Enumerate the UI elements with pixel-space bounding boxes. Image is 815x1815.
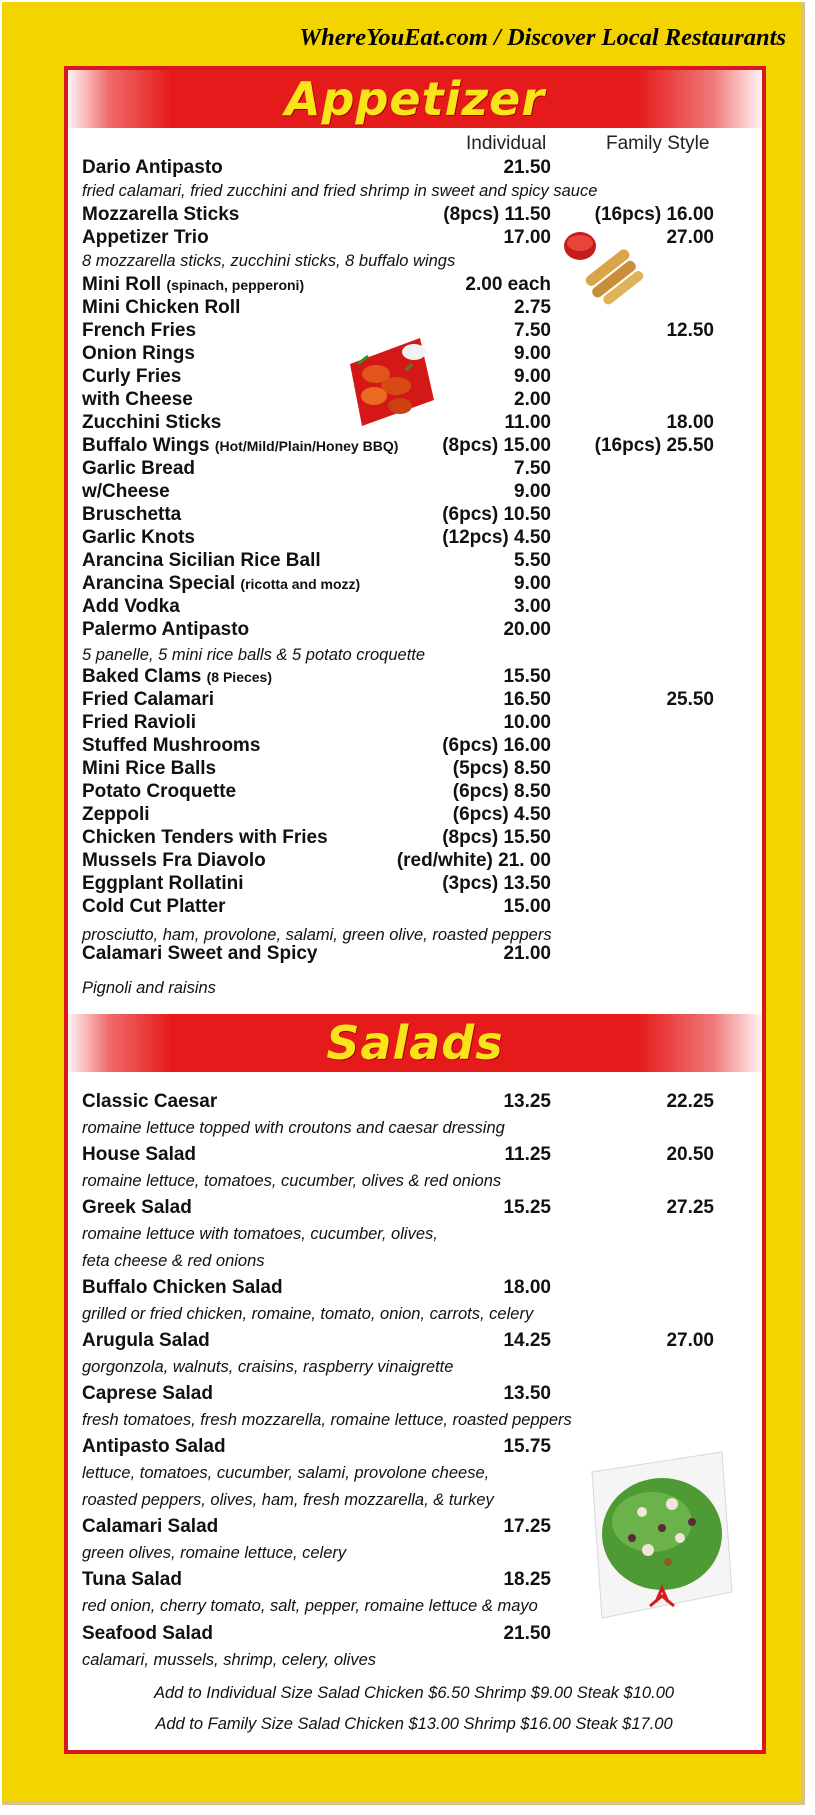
family-price: 27.00 [666, 227, 714, 248]
item-name [82, 804, 150, 826]
item-name-text: Bruschetta [82, 504, 182, 525]
item-name [82, 573, 360, 595]
individual-price: 21.50 [503, 157, 551, 178]
individual-price: (6pcs) 8.50 [452, 781, 551, 802]
item-name-text: Fried Ravioli [82, 712, 197, 733]
item-name-text: Palermo Antipasto [82, 619, 250, 640]
menu-item [82, 573, 742, 595]
individual-price: (3pcs) 13.50 [442, 873, 551, 894]
item-name [82, 157, 223, 179]
salad-description: gorgonzola, walnuts, craisins, raspberry vinaigrette [82, 1358, 454, 1376]
family-price: 25.50 [666, 689, 714, 710]
item-name-text: Arancina Special [82, 573, 236, 594]
individual-price: 20.00 [503, 619, 551, 640]
menu-item [82, 157, 742, 179]
individual-price: 13.25 [503, 1091, 551, 1112]
salad-addon-family: Add to Family Size Salad Chicken $13.00 Shrimp $16.00 Steak $17.00 [155, 1715, 673, 1733]
menu-item [82, 504, 742, 526]
item-name [82, 481, 170, 503]
salad-description: grilled or fried chicken, romaine, tomato, onion, carrots, celery [82, 1305, 534, 1323]
individual-price: (6pcs) 4.50 [452, 804, 551, 825]
menu-item [82, 1277, 742, 1299]
item-name [82, 227, 209, 249]
individual-price: 9.00 [514, 573, 551, 594]
menu-item [82, 781, 742, 803]
item-name [82, 1383, 213, 1405]
individual-price: 7.50 [514, 320, 551, 341]
salad-description: feta cheese & red onions [82, 1252, 265, 1270]
individual-price: 15.00 [503, 896, 551, 917]
item-name [82, 366, 181, 388]
item-name [82, 458, 195, 480]
item-name [82, 827, 328, 849]
family-price: 27.25 [666, 1197, 714, 1218]
item-name [82, 689, 214, 711]
item-name [82, 943, 318, 965]
item-name [82, 873, 244, 895]
menu-item [82, 435, 742, 457]
item-name [82, 1330, 210, 1352]
item-name [82, 1197, 192, 1219]
individual-price: 2.75 [514, 297, 551, 318]
item-name-text: Garlic Knots [82, 527, 195, 548]
item-name-text: Fried Calamari [82, 689, 214, 710]
item-name-text: Classic Caesar [82, 1091, 218, 1112]
individual-price: (red/white) 21. 00 [396, 850, 551, 871]
appetizer-trio-image [562, 228, 644, 308]
item-name [82, 320, 196, 342]
item-name-text: Calamari Sweet and Spicy [82, 943, 318, 964]
individual-price: 18.25 [503, 1569, 551, 1590]
item-name [82, 1144, 196, 1166]
individual-price: 3.00 [514, 596, 551, 617]
menu-item [82, 827, 742, 849]
item-name-text: Zeppoli [82, 804, 150, 825]
item-name-text: Calamari Salad [82, 1516, 219, 1537]
item-name [82, 1277, 283, 1299]
menu-item [82, 1623, 742, 1645]
appetizer-banner [68, 70, 762, 128]
individual-price: 15.50 [503, 666, 551, 687]
salad-description: fresh tomatoes, fresh mozzarella, romaine lettuce, roasted peppers [82, 1411, 572, 1429]
item-name-text: Mini Chicken Roll [82, 297, 241, 318]
item-name [82, 1623, 213, 1645]
menu-item [82, 1383, 742, 1405]
item-name [82, 781, 236, 803]
item-name [82, 850, 266, 872]
menu-item [82, 873, 742, 895]
item-name [82, 735, 260, 757]
item-name [82, 596, 180, 618]
item-name [82, 412, 221, 434]
item-name-text: Arancina Sicilian Rice Ball [82, 550, 321, 571]
item-name-text: Seafood Salad [82, 1623, 213, 1644]
item-name [82, 758, 216, 780]
salad-description: romaine lettuce, tomatoes, cucumber, olives & red onions [82, 1172, 502, 1190]
item-description: 8 mozzarella sticks, zucchini sticks, 8 buffalo wings [82, 252, 456, 270]
menu-item [82, 527, 742, 549]
family-price: 22.25 [666, 1091, 714, 1112]
item-name [82, 666, 272, 688]
salad-description: romaine lettuce topped with croutons and caesar dressing [82, 1119, 505, 1137]
individual-price: 9.00 [514, 343, 551, 364]
menu-item [82, 1330, 742, 1352]
item-description: Pignoli and raisins [82, 979, 216, 997]
menu-item [82, 735, 742, 757]
site-header: WhereYouEat.com / Discover Local Restaurants [299, 24, 786, 51]
item-name [82, 1569, 182, 1591]
family-price: (16pcs) 25.50 [594, 435, 714, 456]
family-price: 27.00 [666, 1330, 714, 1351]
individual-price: 9.00 [514, 481, 551, 502]
menu-item [82, 619, 742, 641]
individual-price: (8pcs) 11.50 [443, 204, 551, 225]
individual-price: 7.50 [514, 458, 551, 479]
item-name-text: Potato Croquette [82, 781, 237, 802]
item-name-text: Mini Roll [82, 274, 162, 295]
item-name [82, 204, 239, 226]
item-name-text: Chicken Tenders with Fries [82, 827, 328, 848]
item-name-text: Buffalo Wings [82, 435, 210, 456]
individual-price: (12pcs) 4.50 [442, 527, 551, 548]
individual-price: 17.00 [503, 227, 551, 248]
column-header-family: Family Style [606, 133, 710, 154]
item-name [82, 274, 304, 296]
item-name [82, 527, 195, 549]
individual-price: 21.00 [503, 943, 551, 964]
item-name-text: French Fries [82, 320, 197, 341]
family-price: (16pcs) 16.00 [594, 204, 714, 225]
item-note: (spinach, pepperoni) [166, 277, 305, 293]
item-name-text: Antipasto Salad [82, 1436, 226, 1457]
item-note: (Hot/Mild/Plain/Honey BBQ) [214, 438, 399, 454]
item-name-text: Appetizer Trio [82, 227, 209, 248]
salads-title: Salads [326, 1016, 504, 1070]
menu-item [82, 596, 742, 618]
item-name [82, 1516, 218, 1538]
item-name-text: with Cheese [82, 389, 193, 410]
salad-addon-individual: Add to Individual Size Salad Chicken $6.50 Shrimp $9.00 Steak $10.00 [153, 1684, 675, 1702]
item-name-text: Mozzarella Sticks [82, 204, 240, 225]
appetizer-title: Appetizer [284, 72, 546, 126]
individual-price: (8pcs) 15.00 [442, 435, 551, 456]
item-name-text: Mussels Fra Diavolo [82, 850, 266, 871]
individual-price: 16.50 [503, 689, 551, 710]
item-name-text: Caprese Salad [82, 1383, 213, 1404]
individual-price: (8pcs) 15.50 [442, 827, 551, 848]
menu-item [82, 666, 742, 688]
individual-price: 10.00 [503, 712, 551, 733]
salad-description: calamari, mussels, shrimp, celery, olives [82, 1651, 377, 1669]
item-name-text: Baked Clams [82, 666, 202, 687]
menu-item [82, 804, 742, 826]
menu-item [82, 1197, 742, 1219]
salad-description: lettuce, tomatoes, cucumber, salami, provolone cheese, [82, 1464, 490, 1482]
item-name [82, 712, 196, 734]
item-name [82, 550, 321, 572]
item-name [82, 504, 181, 526]
individual-price: 2.00 [514, 389, 551, 410]
menu-item [82, 712, 742, 734]
item-name [82, 1436, 226, 1458]
item-note: (8 Pieces) [206, 669, 272, 685]
menu-item [82, 943, 742, 965]
individual-price: 13.50 [503, 1383, 551, 1404]
item-description: 5 panelle, 5 mini rice balls & 5 potato croquette [82, 646, 426, 664]
item-name-text: Garlic Bread [82, 458, 195, 479]
salad-description: red onion, cherry tomato, salt, pepper, romaine lettuce & mayo [82, 1597, 538, 1615]
menu-item [82, 481, 742, 503]
item-name [82, 619, 249, 641]
individual-price: 15.75 [503, 1436, 551, 1457]
menu-item [82, 758, 742, 780]
menu-item [82, 458, 742, 480]
item-name [82, 435, 398, 457]
individual-price: 2.00 each [465, 274, 551, 295]
item-name-text: Cold Cut Platter [82, 896, 226, 917]
item-name-text: Arugula Salad [82, 1330, 210, 1351]
item-name-text: Tuna Salad [82, 1569, 182, 1590]
individual-price: 11.25 [504, 1144, 551, 1165]
individual-price: 18.00 [503, 1277, 551, 1298]
item-name-text: w/Cheese [82, 481, 170, 502]
individual-price: 15.25 [503, 1197, 551, 1218]
menu-item [82, 550, 742, 572]
salad-description: roasted peppers, olives, ham, fresh mozzarella, & turkey [82, 1491, 494, 1509]
item-name [82, 343, 195, 365]
menu-item [82, 1144, 742, 1166]
item-name-text: Add Vodka [82, 596, 180, 617]
item-description: fried calamari, fried zucchini and fried shrimp in sweet and spicy sauce [82, 182, 598, 200]
item-name-text: House Salad [82, 1144, 197, 1165]
individual-price: (5pcs) 8.50 [452, 758, 551, 779]
menu-item [82, 1091, 742, 1113]
item-name-text: Dario Antipasto [82, 157, 223, 178]
individual-price: 14.25 [503, 1330, 551, 1351]
item-name-text: Mini Rice Balls [82, 758, 217, 779]
individual-price: 17.25 [503, 1516, 551, 1537]
item-name-text: Greek Salad [82, 1197, 192, 1218]
salads-banner [68, 1014, 762, 1072]
item-description: prosciutto, ham, provolone, salami, green olive, roasted peppers [82, 926, 552, 944]
item-name-text: Zucchini Sticks [82, 412, 222, 433]
item-name-text: Onion Rings [82, 343, 195, 364]
individual-price: (6pcs) 16.00 [442, 735, 551, 756]
family-price: 12.50 [666, 320, 714, 341]
column-header-individual: Individual [466, 133, 547, 154]
buffalo-wings-image [340, 334, 437, 428]
menu-item [82, 204, 742, 226]
item-name-text: Curly Fries [82, 366, 182, 387]
item-name [82, 1091, 217, 1113]
item-name [82, 896, 226, 918]
item-name [82, 297, 240, 319]
individual-price: (6pcs) 10.50 [442, 504, 551, 525]
individual-price: 21.50 [503, 1623, 551, 1644]
item-name [82, 389, 193, 411]
individual-price: 9.00 [514, 366, 551, 387]
salad-description: romaine lettuce with tomatoes, cucumber, olives, [82, 1225, 438, 1243]
item-note: (ricotta and mozz) [240, 576, 361, 592]
item-name-text: Stuffed Mushrooms [82, 735, 261, 756]
item-name-text: Buffalo Chicken Salad [82, 1277, 283, 1298]
family-price: 18.00 [666, 412, 714, 433]
menu-item [82, 689, 742, 711]
individual-price: 11.00 [504, 412, 551, 433]
salad-description: green olives, romaine lettuce, celery [82, 1544, 347, 1562]
individual-price: 5.50 [514, 550, 551, 571]
salad-image [572, 1442, 737, 1626]
menu-item [82, 850, 742, 872]
item-name-text: Eggplant Rollatini [82, 873, 244, 894]
menu-item [82, 896, 742, 918]
family-price: 20.50 [666, 1144, 714, 1165]
